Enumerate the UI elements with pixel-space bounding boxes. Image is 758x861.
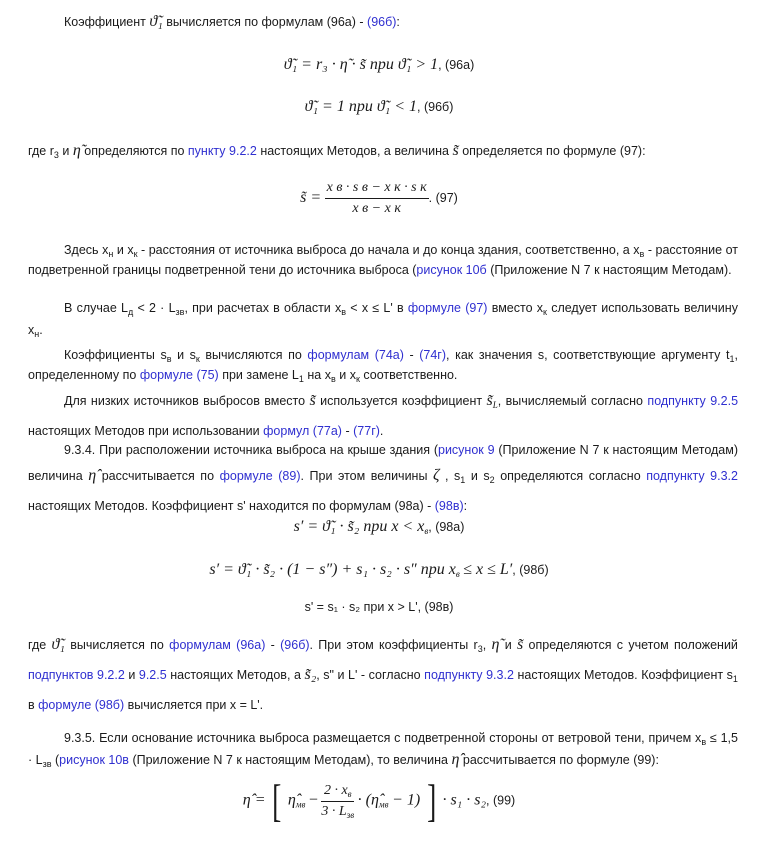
fraction bbox=[325, 180, 429, 217]
subscript: к bbox=[543, 307, 547, 317]
text: . bbox=[39, 323, 43, 337]
text: настоящих Методов. Коэффициент s' находится по формулам (98а) - bbox=[28, 499, 432, 513]
link-subpunkt-9-2-5[interactable]: подпункту 9.2.5 bbox=[647, 394, 739, 408]
formula: s′ = ϑ̃₁ · s̃₂ · (1 − s″) + s₁ · s₂ · s″ при x bbox=[209, 561, 456, 578]
text: в bbox=[28, 698, 35, 712]
numerator: x в · s в − x к · s к bbox=[325, 180, 429, 199]
minus-sign: − bbox=[308, 791, 318, 809]
link-formula-75[interactable]: формуле (75) bbox=[139, 368, 219, 382]
paragraph-9 bbox=[28, 729, 738, 773]
text: вместо x bbox=[491, 301, 544, 315]
link-formula-97[interactable]: формуле (97) bbox=[407, 301, 488, 315]
text: 9.3.5. Если основание источника выброса размещается с подветренной стороны от ветровой тени, причем x bbox=[64, 731, 702, 745]
equation-label: . (97) bbox=[428, 190, 458, 205]
text: . При этом коэффициенты r bbox=[309, 638, 478, 652]
text: определяются согласно bbox=[500, 469, 641, 483]
subscript: н bbox=[34, 329, 40, 339]
text: при замене L bbox=[222, 368, 299, 382]
link-formula-96b[interactable]: (96б) bbox=[280, 638, 310, 652]
text: вычисляется по bbox=[70, 638, 164, 652]
text: (Приложение N 7 к настоящим Методам) величина bbox=[28, 443, 738, 483]
text: где bbox=[28, 638, 47, 652]
paragraph-5 bbox=[28, 347, 738, 387]
subscript: в bbox=[424, 526, 429, 536]
text: < x ≤ L' в bbox=[350, 301, 404, 315]
s-tilde-symbol: s̃ bbox=[309, 392, 316, 409]
subscript: 3 bbox=[477, 644, 483, 654]
s-tilde-l-symbol: s̃ bbox=[486, 392, 493, 409]
formula: ϑ̃₁ = 1 при ϑ̃₁ < 1 bbox=[304, 98, 418, 115]
formula-lhs: s̃ = bbox=[300, 188, 322, 206]
eta-hat-mv: η̂ bbox=[287, 791, 296, 809]
text: и x bbox=[116, 243, 134, 257]
text: (Приложение N 7 к настоящим Методам), то величина bbox=[132, 753, 448, 767]
denominator bbox=[321, 802, 354, 820]
theta-symbol: ϑ̃₁ bbox=[149, 13, 163, 30]
link-punkt-9-2-2[interactable]: пункту 9.2.2 bbox=[187, 144, 257, 158]
text: и s bbox=[177, 348, 196, 362]
text: вычисляется по формулам (96а) - bbox=[166, 15, 364, 29]
link-figure-10v[interactable]: рисунок 10в bbox=[59, 753, 129, 767]
subscript: зв bbox=[175, 307, 185, 317]
formula: · s₁ · s₂ bbox=[442, 791, 487, 809]
equation-98a bbox=[0, 518, 758, 536]
paragraph-7 bbox=[28, 437, 738, 519]
s-tilde-symbol: s̃ bbox=[517, 636, 524, 653]
formula: · (η̂ bbox=[357, 791, 379, 809]
text: и bbox=[128, 668, 136, 682]
text: настоящих Методов. Коэффициент s bbox=[517, 668, 733, 682]
text: . При этом величины bbox=[300, 469, 428, 483]
text: используется коэффициент bbox=[320, 394, 483, 408]
zeta-symbol: ζ bbox=[433, 467, 440, 484]
text: - bbox=[270, 638, 275, 652]
eta-tilde-symbol: η̃ bbox=[491, 636, 500, 653]
link-96b[interactable]: (96б) bbox=[367, 15, 397, 29]
link-subpunkt-9-3-2[interactable]: подпункту 9.3.2 bbox=[424, 668, 514, 682]
link-formula-74a[interactable]: формулам (74а) bbox=[307, 348, 404, 362]
left-bracket: [ bbox=[272, 775, 282, 826]
subscript: д bbox=[127, 307, 134, 317]
link-formula-74g[interactable]: (74г) bbox=[419, 348, 447, 362]
theta-symbol: ϑ̃₁ bbox=[51, 636, 65, 653]
link-formula-96a[interactable]: формулам (96а) bbox=[169, 638, 266, 652]
text: и s bbox=[470, 469, 490, 483]
text: Коэффициент bbox=[64, 15, 146, 29]
subscript: зв bbox=[42, 759, 52, 769]
paragraph-1 bbox=[28, 14, 738, 30]
equation-label: , (99) bbox=[486, 793, 516, 808]
equation-96b bbox=[0, 98, 758, 116]
s2-tilde-symbol: s̃₂ bbox=[304, 666, 317, 683]
text: и bbox=[62, 144, 70, 158]
text: вычисляются по bbox=[205, 348, 302, 362]
link-subpunkt-9-3-2[interactable]: подпункту 9.3.2 bbox=[646, 469, 738, 483]
subscript: в bbox=[455, 569, 460, 579]
link-formula-77a[interactable]: формул (77а) bbox=[263, 424, 342, 438]
subscript: к bbox=[355, 374, 360, 384]
paragraph-8 bbox=[28, 632, 738, 718]
subscript: в bbox=[166, 354, 172, 364]
link-subpunkt-9-2-2[interactable]: подпунктов 9.2.2 bbox=[28, 668, 125, 682]
link-figure-10b[interactable]: рисунок 10б bbox=[416, 263, 487, 277]
formula: s′ = ϑ̃₁ · s̃₂ при x < x bbox=[293, 518, 425, 535]
eta-hat-symbol: η̂ bbox=[88, 467, 97, 484]
equation-label: , (98б) bbox=[512, 563, 549, 577]
link-9-2-5[interactable]: 9.2.5 bbox=[138, 668, 167, 682]
subscript: зв bbox=[346, 809, 355, 820]
equation-98v bbox=[0, 600, 758, 614]
text: - bbox=[409, 348, 414, 362]
text: настоящих Методов при использовании bbox=[28, 424, 260, 438]
subscript: 1 bbox=[732, 674, 738, 684]
subscript: в bbox=[341, 307, 347, 317]
text: . bbox=[379, 424, 384, 438]
equation-label: , (96б) bbox=[417, 100, 454, 114]
subscript: мв bbox=[378, 799, 389, 810]
numerator-text: 2 · x bbox=[323, 782, 348, 798]
equation-96a bbox=[0, 56, 758, 74]
equation-97 bbox=[0, 180, 758, 217]
text: определяется по формуле (97): bbox=[462, 144, 646, 158]
text: настоящих Методов, а величина bbox=[260, 144, 449, 158]
text: (Приложение N 7 к настоящим Методам). bbox=[490, 263, 732, 277]
subscript: к bbox=[195, 354, 200, 364]
paragraph-3 bbox=[28, 242, 738, 278]
text: вычисляется при x = L'. bbox=[127, 698, 264, 712]
text: рассчитывается по bbox=[101, 469, 215, 483]
text: Коэффициенты s bbox=[64, 348, 167, 362]
text: определяются по bbox=[84, 144, 185, 158]
text: : bbox=[396, 15, 400, 29]
s-tilde-symbol: s̃ bbox=[452, 142, 459, 159]
formula: ϑ̃₁ = r₃ · η̃ · s̃ при ϑ̃₁ > 1 bbox=[283, 56, 439, 73]
formula-lhs: η̂ = bbox=[242, 791, 266, 809]
text: , вычисляемый согласно bbox=[497, 394, 643, 408]
text: на x bbox=[307, 368, 331, 382]
fraction bbox=[321, 783, 354, 820]
subscript: 3 bbox=[53, 150, 59, 160]
text: рассчитывается по формуле (99): bbox=[462, 753, 659, 767]
text: 9.3.4. При расположении источника выброса на крыше здания ( bbox=[64, 443, 438, 457]
formula: s' = s₁ · s₂ при x > L', (98в) bbox=[304, 600, 454, 614]
subscript: 1 bbox=[460, 475, 466, 485]
right-bracket: ] bbox=[426, 775, 436, 826]
text: Для низких источников выбросов вместо bbox=[64, 394, 306, 408]
text: : bbox=[463, 499, 468, 513]
eta-hat-symbol: η̂ bbox=[451, 751, 460, 768]
text: следует использовать величину x bbox=[28, 301, 738, 337]
text: , как значения s, соответствующие аргументу t bbox=[446, 348, 730, 362]
subscript: н bbox=[108, 249, 114, 259]
subscript: в bbox=[701, 737, 707, 747]
subscript: к bbox=[133, 249, 138, 259]
link-formula-77g[interactable]: (77г) bbox=[353, 424, 380, 438]
text: настоящих Методов, а bbox=[170, 668, 301, 682]
text: , определенному по bbox=[28, 348, 738, 382]
link-figure-9[interactable]: рисунок 9 bbox=[438, 443, 495, 457]
subscript: в bbox=[347, 788, 352, 799]
text: , при расчетах в области x bbox=[184, 301, 342, 315]
eta-tilde-symbol: η̃ bbox=[72, 142, 81, 159]
formula: ≤ x ≤ L′ bbox=[463, 561, 513, 578]
subscript: мв bbox=[295, 799, 306, 810]
numerator bbox=[321, 783, 354, 802]
text: ≤ 1,5 · L bbox=[28, 731, 738, 767]
subscript: L bbox=[492, 400, 498, 410]
paragraph-2 bbox=[28, 143, 738, 163]
text: - расстояния от источника выброса до начала и до конца здания, соответственно, а x bbox=[141, 243, 640, 257]
text: , bbox=[482, 638, 487, 652]
denominator-text: 3 · L bbox=[321, 803, 347, 819]
equation-label: , (96а) bbox=[438, 58, 475, 72]
text: Здесь x bbox=[64, 243, 109, 257]
text: - bbox=[345, 424, 350, 438]
text: и bbox=[504, 638, 512, 652]
subscript: 1 bbox=[298, 374, 304, 384]
paragraph-6 bbox=[28, 388, 738, 444]
text: ( bbox=[55, 753, 60, 767]
formula: − 1) bbox=[392, 791, 421, 809]
text: определяются с учетом положений bbox=[528, 638, 738, 652]
link-formula-89[interactable]: формуле (89) bbox=[219, 469, 301, 483]
text: , s bbox=[445, 469, 461, 483]
text: В случае L bbox=[64, 301, 128, 315]
text: , s" и L' - согласно bbox=[316, 668, 421, 682]
subscript: 2 bbox=[489, 475, 495, 485]
link-formula-98v[interactable]: (98в) bbox=[434, 499, 464, 513]
equation-99 bbox=[0, 775, 758, 826]
subscript: в bbox=[330, 374, 336, 384]
text: где r bbox=[28, 144, 54, 158]
equation-98b bbox=[0, 561, 758, 579]
equation-label: , (98а) bbox=[428, 520, 465, 534]
paragraph-4 bbox=[28, 299, 738, 343]
link-formula-98b[interactable]: формуле (98б) bbox=[38, 698, 125, 712]
denominator: x в − x к bbox=[352, 201, 401, 216]
text: соответственно. bbox=[363, 368, 458, 382]
subscript: 1 bbox=[729, 354, 735, 364]
subscript: в bbox=[639, 249, 645, 259]
text: и x bbox=[339, 368, 356, 382]
text: - расстояние от подветренной границы подветренной тени до источника выброса ( bbox=[28, 243, 738, 277]
text: < 2 · L bbox=[137, 301, 176, 315]
